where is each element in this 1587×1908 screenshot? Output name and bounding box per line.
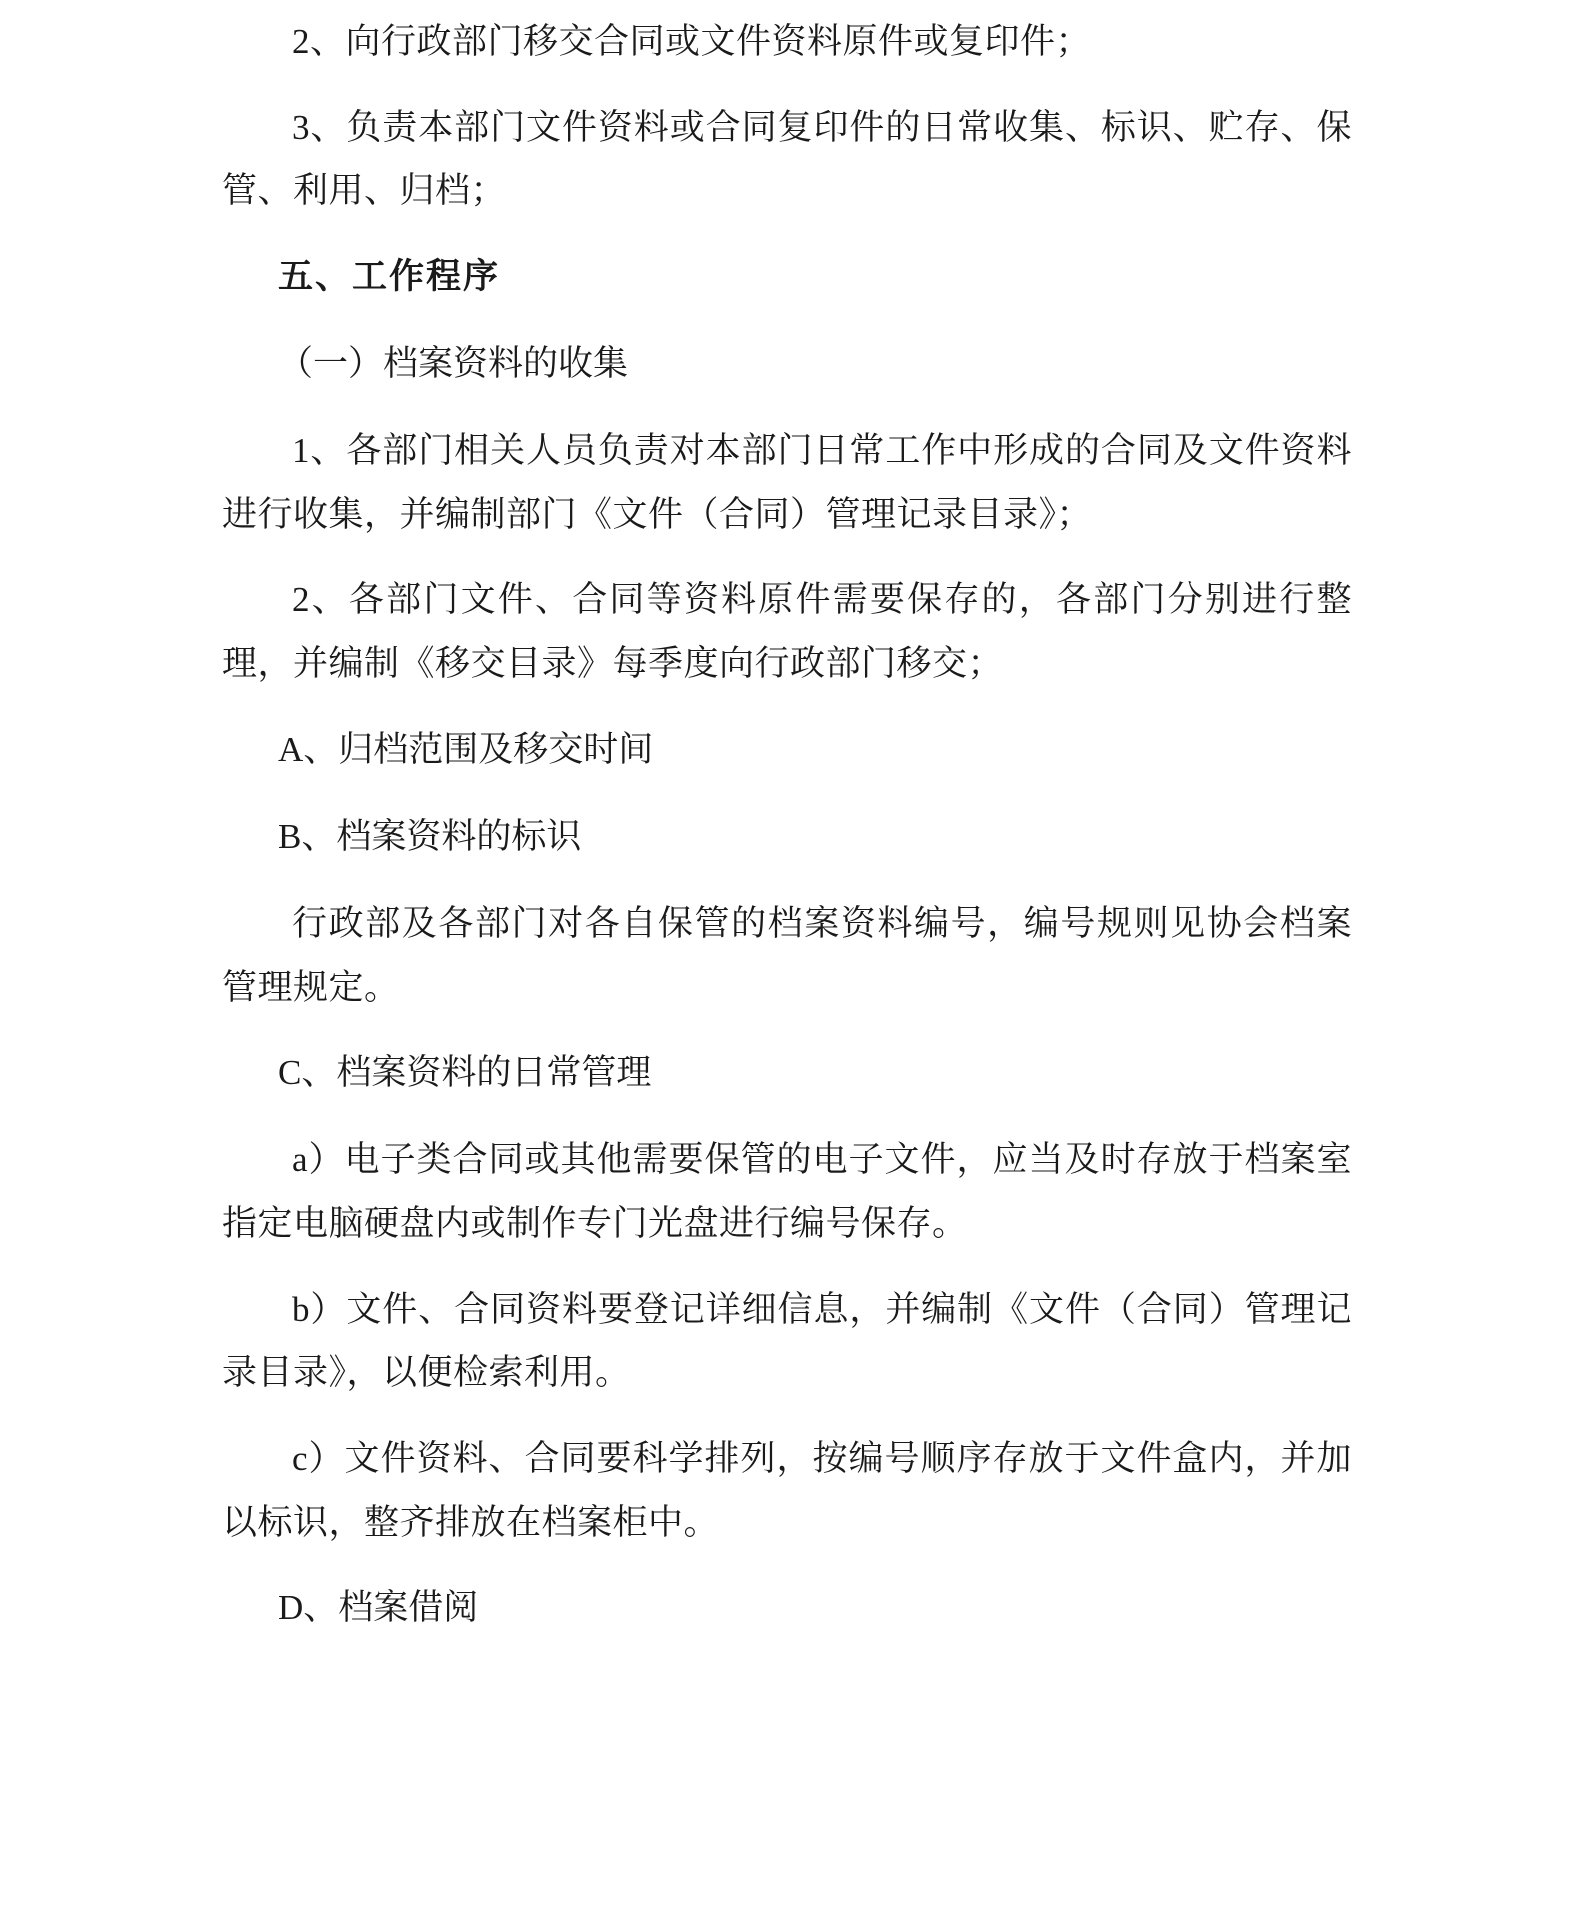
paragraph-item-b-body: 行政部及各部门对各自保管的档案资料编号，编号规则见协会档案管理规定。: [222, 903, 1352, 1007]
document-body: [222, 10, 1352, 1663]
subheading-item-a: A、归档范围及移交时间: [278, 729, 654, 769]
section-heading-five: 五、工作程序: [278, 257, 501, 297]
paragraph-item-c-a: a）电子类合同或其他需要保管的电子文件，应当及时存放于档案室指定电脑硬盘内或制作专门光盘进行编号保存。: [222, 1140, 1352, 1243]
paragraph-collection-2: 2、各部门文件、合同等资料原件需要保存的，各部门分别进行整理，并编制《移交目录》每季度向行政部门移交；: [222, 580, 1352, 684]
paragraph-item-c-c: c）文件资料、合同要科学排列，按编号顺序存放于文件盒内，并加以标识，整齐排放在档案柜中。: [222, 1438, 1352, 1542]
paragraph-item-c-b: b）文件、合同资料要登记详细信息，并编制《文件（合同）管理记录目录》，以便检索利用。: [222, 1289, 1352, 1393]
paragraph-item-3: 3、负责本部门文件资料或合同复印件的日常收集、标识、贮存、保管、利用、归档；: [222, 107, 1352, 211]
subheading-collection: （一）档案资料的收集: [278, 344, 629, 384]
paragraph-item-2: 2、向行政部门移交合同或文件资料原件或复印件；: [292, 22, 1092, 61]
subheading-item-b: B、档案资料的标识: [278, 816, 582, 856]
paragraph-collection-1: 1、各部门相关人员负责对本部门日常工作中形成的合同及文件资料进行收集，并编制部门《文件（合同）管理记录目录》；: [222, 431, 1352, 534]
subheading-item-c: C、档案资料的日常管理: [278, 1053, 652, 1093]
subheading-item-d: D、档案借阅: [278, 1588, 479, 1628]
